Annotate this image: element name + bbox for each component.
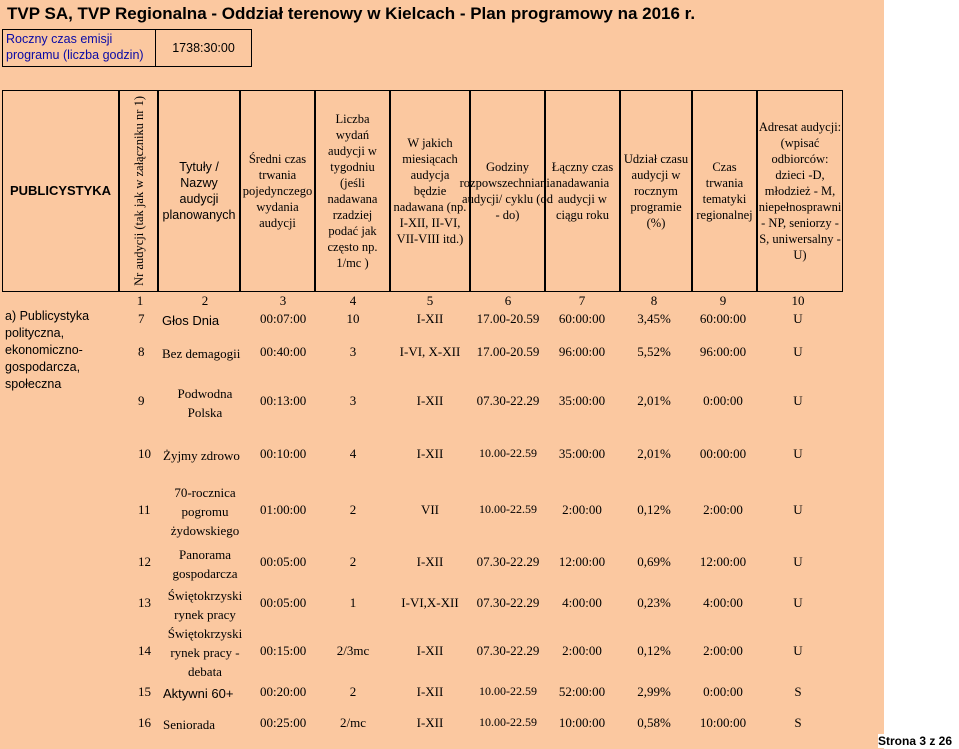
table-cell: U [793, 554, 803, 569]
table-cell: 2,99% [637, 684, 671, 699]
page-title: TVP SA, TVP Regionalna - Oddział terenowy w Kielcach - Plan programowy na 2016 r. [7, 4, 696, 23]
page-footer: Strona 3 z 26 [878, 734, 953, 748]
table-cell: 00:05:00 [260, 595, 307, 610]
table-cell: 00:40:00 [260, 344, 307, 359]
table-cell: 10:00:00 [558, 715, 606, 730]
table-cell: 0,12% [637, 643, 671, 658]
table-cell: 07.30-22.29 [476, 554, 540, 569]
table-cell: 2:00:00 [562, 502, 602, 517]
table-cell: 00:20:00 [260, 684, 307, 699]
column-header-number [119, 90, 158, 292]
table-cell: 15 [138, 684, 151, 699]
table-cell: 14 [138, 643, 151, 658]
table-cell: 0,58% [637, 715, 671, 730]
table-cell: 2 [349, 502, 357, 517]
table-cell: I-XII [416, 393, 444, 408]
table-cell: 01:00:00 [260, 502, 307, 517]
table-cell: 3,45% [637, 311, 671, 326]
table-cell: 0:00:00 [703, 684, 743, 699]
table-cell: 0,69% [637, 554, 671, 569]
table-cell: 00:00:00 [699, 446, 747, 461]
table-cell: 10.00-22.59 [479, 446, 537, 460]
table-cell: 17.00-20.59 [476, 311, 540, 326]
section-header: PUBLICYSTYKA [2, 90, 119, 292]
table-cell: I-XII [416, 643, 444, 658]
table-cell: Świętokrzyski rynek pracy - debata [167, 626, 243, 679]
column-header-regional-time: Czas trwania tematyki regionalnej [692, 90, 757, 292]
table-cell: U [793, 311, 803, 326]
column-header-weekly-count: Liczba wydań audycji w tygodniu (jeśli nadawana rzadziej podać jak często np. 1/mc ) [315, 90, 390, 292]
table-cell: 0:00:00 [703, 393, 743, 408]
table-cell: 07.30-22.29 [476, 643, 540, 658]
table-cell: I-XII [416, 446, 444, 461]
table-cell: 9 [138, 393, 145, 408]
table-cell: 2/mc [340, 715, 366, 730]
table-cell: 10:00:00 [699, 715, 747, 730]
table-cell: 8 [138, 344, 145, 359]
column-number: 7 [578, 293, 586, 308]
table-cell: 12 [138, 554, 151, 569]
table-cell: 60:00:00 [699, 311, 747, 326]
table-cell: 35:00:00 [558, 393, 606, 408]
table-cell: 4:00:00 [562, 595, 602, 610]
table-cell: 2 [349, 554, 357, 569]
table-cell: 2 [349, 684, 357, 699]
table-cell: I-XII [416, 715, 444, 730]
table-cell: 96:00:00 [558, 344, 606, 359]
table-cell: U [793, 595, 803, 610]
column-number: 3 [279, 293, 287, 308]
table-cell: 2/3mc [336, 643, 370, 658]
table-cell: I-XII [416, 311, 444, 326]
table-cell: 11 [138, 502, 151, 517]
table-cell: VII [420, 502, 440, 517]
column-number: 8 [650, 293, 658, 308]
table-cell: Bez demagogii [162, 346, 241, 361]
table-cell: 10.00-22.59 [479, 715, 537, 729]
column-header-audience: Adresat audycji: (wpisać odbiorców: dzieci -D, młodzież - M, niepełnosprawni - NP, seniorzy - S, uniwersalny - U) [757, 90, 843, 292]
table-cell: 2,01% [637, 393, 671, 408]
table-cell: 5,52% [637, 344, 671, 359]
table-cell: Głos Dnia [162, 313, 220, 328]
table-cell: 70-rocznica pogromu żydowskiego [170, 485, 240, 538]
table-cell: 10.00-22.59 [479, 684, 537, 698]
table-cell: 00:10:00 [260, 446, 307, 461]
column-number: 4 [349, 293, 357, 308]
table-cell: U [793, 643, 803, 658]
table-cell: 2:00:00 [703, 643, 743, 658]
table-cell: 1 [349, 595, 357, 610]
table-cell: U [793, 446, 803, 461]
table-cell: Żyjmy zdrowo [163, 448, 240, 463]
table-cell: 0,12% [637, 502, 671, 517]
table-cell: 10.00-22.59 [479, 502, 537, 516]
table-cell: 07.30-22.29 [476, 595, 540, 610]
column-number: 1 [136, 293, 144, 308]
table-cell: S [794, 715, 802, 730]
table-cell: I-XII [416, 684, 444, 699]
table-cell: 2,01% [637, 446, 671, 461]
table-cell: 12:00:00 [699, 554, 747, 569]
table-cell: Panorama gospodarcza [172, 546, 238, 581]
table-cell: 3 [349, 344, 357, 359]
column-number: 5 [426, 293, 434, 308]
table-cell: U [793, 344, 803, 359]
table-cell: Aktywni 60+ [163, 686, 234, 701]
column-header-number-text: Nr audycji (tak jak w załączniku nr 1) [131, 96, 146, 286]
column-header-hours: Godziny rozpowszechniania audycji/ cyklu (od - do) [470, 90, 545, 292]
table-cell: 00:13:00 [260, 393, 307, 408]
table-cell: 00:07:00 [260, 311, 307, 326]
table-cell: I-XII [416, 554, 444, 569]
table-cell: 60:00:00 [558, 311, 606, 326]
column-header-months: W jakich miesiącach audycja będzie nadawana (np. I-XII, II-VI, VII-VIII itd.) [390, 90, 470, 292]
category-label: a) Publicystyka polityczna, ekonomiczno-gospodarcza, społeczna [5, 309, 90, 391]
annual-time-value: 1738:30:00 [156, 29, 252, 67]
table-cell: 16 [138, 715, 151, 730]
table-cell: 07.30-22.29 [476, 393, 540, 408]
table-cell: 00:05:00 [260, 554, 307, 569]
column-number: 6 [504, 293, 512, 308]
table-cell: S [794, 684, 802, 699]
table-cell: Podwodna Polska [177, 385, 233, 420]
table-cell: 7 [138, 311, 145, 326]
table-cell: 00:25:00 [260, 715, 307, 730]
table-cell: 52:00:00 [558, 684, 606, 699]
annual-time-label: Roczny czas emisji programu (liczba godzin) [2, 29, 156, 67]
column-number: 2 [201, 293, 209, 308]
column-number: 10 [791, 293, 805, 308]
table-cell: 4:00:00 [703, 595, 743, 610]
table-cell: Świętokrzyski rynek pracy [167, 587, 243, 622]
table-cell: I-VI,X-XII [401, 595, 459, 610]
table-cell: 10 [346, 311, 360, 326]
table-cell: I-VI, X-XII [399, 344, 461, 359]
table-cell: 12:00:00 [558, 554, 606, 569]
table-cell: 4 [349, 446, 357, 461]
table-cell: 2:00:00 [562, 643, 602, 658]
table-cell: 00:15:00 [260, 643, 307, 658]
column-header-avg-duration: Średni czas trwania pojedynczego wydania audycji [240, 90, 315, 292]
table-cell: 10 [138, 446, 151, 461]
table-cell: 0,23% [637, 595, 671, 610]
table-cell: 2:00:00 [703, 502, 743, 517]
table-cell: U [793, 502, 803, 517]
table-cell: 3 [349, 393, 357, 408]
column-number: 9 [719, 293, 727, 308]
table-cell: U [793, 393, 803, 408]
column-header-total-time: Łączny czas nadawania audycji w ciągu roku [545, 90, 620, 292]
table-cell: Seniorada [163, 717, 215, 732]
column-header-title: Tytuły / Nazwy audycji planowanych [158, 90, 240, 292]
column-header-share: Udział czasu audycji w rocznym programie (%) [620, 90, 692, 292]
table-cell: 35:00:00 [558, 446, 606, 461]
table-cell: 13 [138, 595, 151, 610]
table-cell: 17.00-20.59 [476, 344, 540, 359]
table-cell: 96:00:00 [699, 344, 747, 359]
